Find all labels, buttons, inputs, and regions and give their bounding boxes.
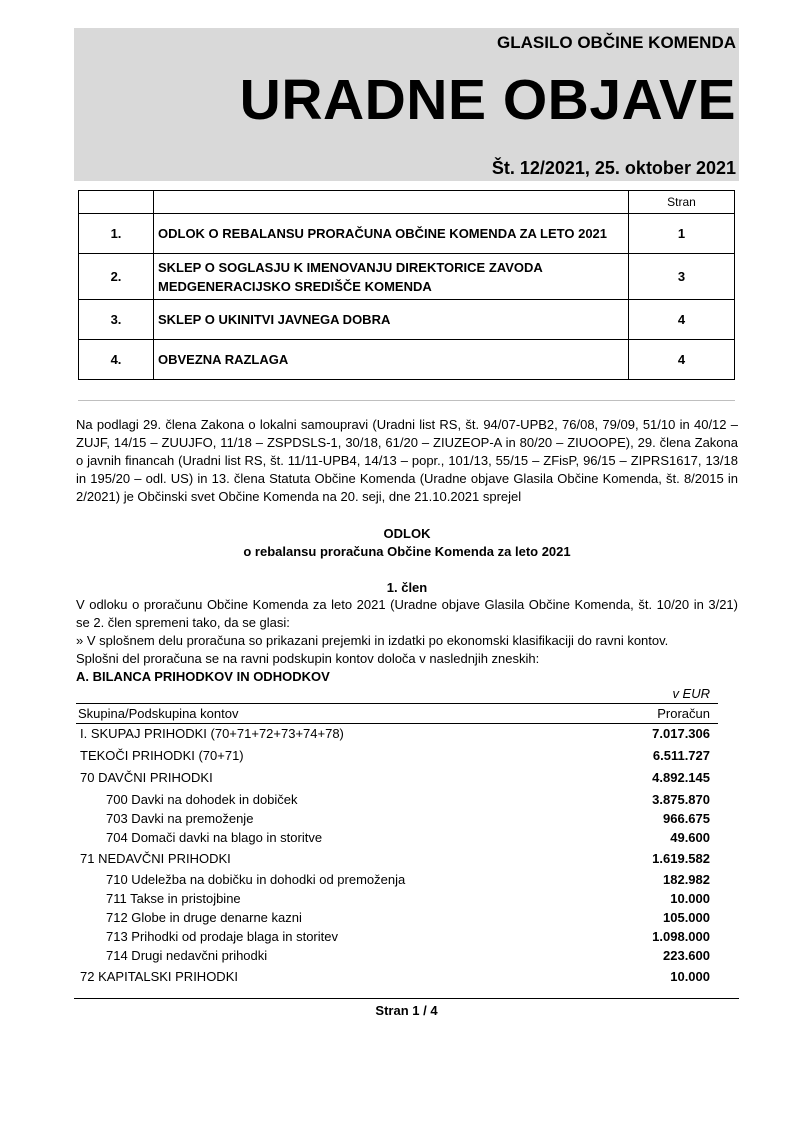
toc-item-page: 4 <box>629 300 735 340</box>
article-text: V odloku o proračunu Občine Komenda za leto 2021 (Uradne objave Glasila Občine Komenda, št. 10/20 in 3/21) se 2. člen spremeni tako, da se glasi: <box>76 597 738 630</box>
account-amount: 966.675 <box>663 811 710 826</box>
account-label: 711 Takse in pristojbine <box>106 891 241 906</box>
account-label: 72 KAPITALSKI PRIHODKI <box>80 969 238 984</box>
table-row <box>76 770 718 789</box>
currency-note: v EUR <box>672 686 710 701</box>
account-label: I. SKUPAJ PRIHODKI (70+71+72+73+74+78) <box>80 726 344 741</box>
account-amount: 105.000 <box>663 910 710 925</box>
toc-item-title-line: SKLEP O SOGLASJU K IMENOVANJU DIREKTORICE ZAVODA <box>158 259 543 275</box>
toc-item-title[interactable]: OBVEZNA RAZLAGA <box>154 340 629 380</box>
toc-row[interactable] <box>79 340 735 380</box>
account-label: 710 Udeležba na dobičku in dohodki od premoženja <box>106 872 406 887</box>
table-row <box>76 851 718 870</box>
table-row <box>76 948 718 967</box>
table-row <box>76 726 718 745</box>
account-amount: 49.600 <box>670 830 710 845</box>
toc-header-num <box>79 191 154 214</box>
table-row <box>76 792 718 811</box>
account-label: 703 Davki na premoženje <box>106 811 254 826</box>
table-row <box>76 748 718 767</box>
column-header-group: Skupina/Podskupina kontov <box>78 706 239 721</box>
toc-header-page: Stran <box>629 191 735 214</box>
toc-item-page: 3 <box>629 254 735 300</box>
table-row <box>76 910 718 929</box>
toc-row[interactable] <box>79 214 735 254</box>
account-amount: 3.875.870 <box>652 792 710 807</box>
article-heading: 1. člen <box>386 580 428 595</box>
toc-item-number: 3. <box>79 300 154 340</box>
toc-item-title[interactable] <box>154 254 629 300</box>
account-label: 704 Domači davki na blago in storitve <box>106 830 323 845</box>
article-text: Splošni del proračuna se na ravni podskupin kontov določa v naslednjih zneskih: <box>76 651 540 666</box>
table-row <box>76 929 718 948</box>
toc-row[interactable] <box>79 254 735 300</box>
table-row <box>76 811 718 830</box>
account-label: 712 Globe in druge denarne kazni <box>106 910 302 925</box>
toc-item-title-line: MEDGENERACIJSKO SREDIŠČE KOMENDA <box>158 278 432 294</box>
masthead <box>74 28 739 181</box>
toc-row[interactable] <box>79 300 735 340</box>
account-amount: 223.600 <box>663 948 710 963</box>
column-header-budget: Proračun <box>657 706 710 721</box>
table-row <box>76 830 718 849</box>
account-label: 713 Prihodki od prodaje blaga in storitev <box>106 929 338 944</box>
account-amount: 1.619.582 <box>652 851 710 866</box>
article-text: » V splošnem delu proračuna so prikazani prejemki in izdatki po ekonomski klasifikaciji do ravni kontov. <box>76 633 669 648</box>
toc-item-number: 4. <box>79 340 154 380</box>
decree-title: ODLOK <box>383 526 431 541</box>
divider <box>78 400 735 401</box>
account-amount: 4.892.145 <box>652 770 710 785</box>
account-amount: 182.982 <box>663 872 710 887</box>
account-label: 71 NEDAVČNI PRIHODKI <box>80 851 231 866</box>
toc-item-number: 1. <box>79 214 154 254</box>
toc-header-title <box>154 191 629 214</box>
decree-subtitle: o rebalansu proračuna Občine Komenda za leto 2021 <box>243 544 571 559</box>
publication-title: URADNE OBJAVE <box>239 68 736 132</box>
account-label: 70 DAVČNI PRIHODKI <box>80 770 213 785</box>
account-label: 714 Drugi nedavčni prihodki <box>106 948 268 963</box>
toc-item-number: 2. <box>79 254 154 300</box>
account-label: 700 Davki na dohodek in dobiček <box>106 792 298 807</box>
toc-item-page: 4 <box>629 340 735 380</box>
account-amount: 1.098.000 <box>652 929 710 944</box>
table-of-contents <box>78 190 735 380</box>
table-row <box>76 891 718 910</box>
issue-number-date: Št. 12/2021, 25. oktober 2021 <box>491 158 736 178</box>
toc-item-title[interactable]: ODLOK O REBALANSU PRORAČUNA OBČINE KOMENDA ZA LETO 2021 <box>154 214 629 254</box>
account-amount: 10.000 <box>670 891 710 906</box>
page-number: Stran 1 / 4 <box>375 1003 438 1018</box>
table-row <box>76 872 718 891</box>
account-label: TEKOČI PRIHODKI (70+71) <box>80 748 244 763</box>
account-amount: 6.511.727 <box>652 748 710 763</box>
gazette-name: GLASILO OBČINE KOMENDA <box>497 33 736 52</box>
section-heading: A. BILANCA PRIHODKOV IN ODHODKOV <box>76 669 330 684</box>
account-amount: 7.017.306 <box>652 726 710 741</box>
legal-basis-paragraph: Na podlagi 29. člena Zakona o lokalni samoupravi (Uradni list RS, št. 94/07-UPB2, 76/08, 79/09, 51/10 in 40/12 – ZUJF, 14/15 – ZUUJFO, 11/18 – ZSPDSLS-1, 30/18, 61/20 – ZIUZEOP-A in 80/20 – ZIUOOPE), 29. člena Zakona o javnih financah (Uradni list RS, št. 11/11-UPB4, 14/13 – popr., 101/13, 55/15 – ZFisP, 96/15 – ZIPRS1617, 13/18 in 195/20 – odl. US) in 13. člena Statuta Občine Komenda (Uradne objave Glasila Občine Komenda, št. 8/2015 in 2/2021) je Občinski svet Občine Komenda na 20. seji, dne 21.10.2021 sprejel <box>76 417 738 504</box>
table-row <box>76 969 718 988</box>
budget-table-header <box>76 703 718 724</box>
account-amount: 10.000 <box>670 969 710 984</box>
toc-item-page: 1 <box>629 214 735 254</box>
toc-item-title[interactable]: SKLEP O UKINITVI JAVNEGA DOBRA <box>154 300 629 340</box>
toc-header-row <box>79 191 735 214</box>
footer-divider <box>74 998 739 999</box>
